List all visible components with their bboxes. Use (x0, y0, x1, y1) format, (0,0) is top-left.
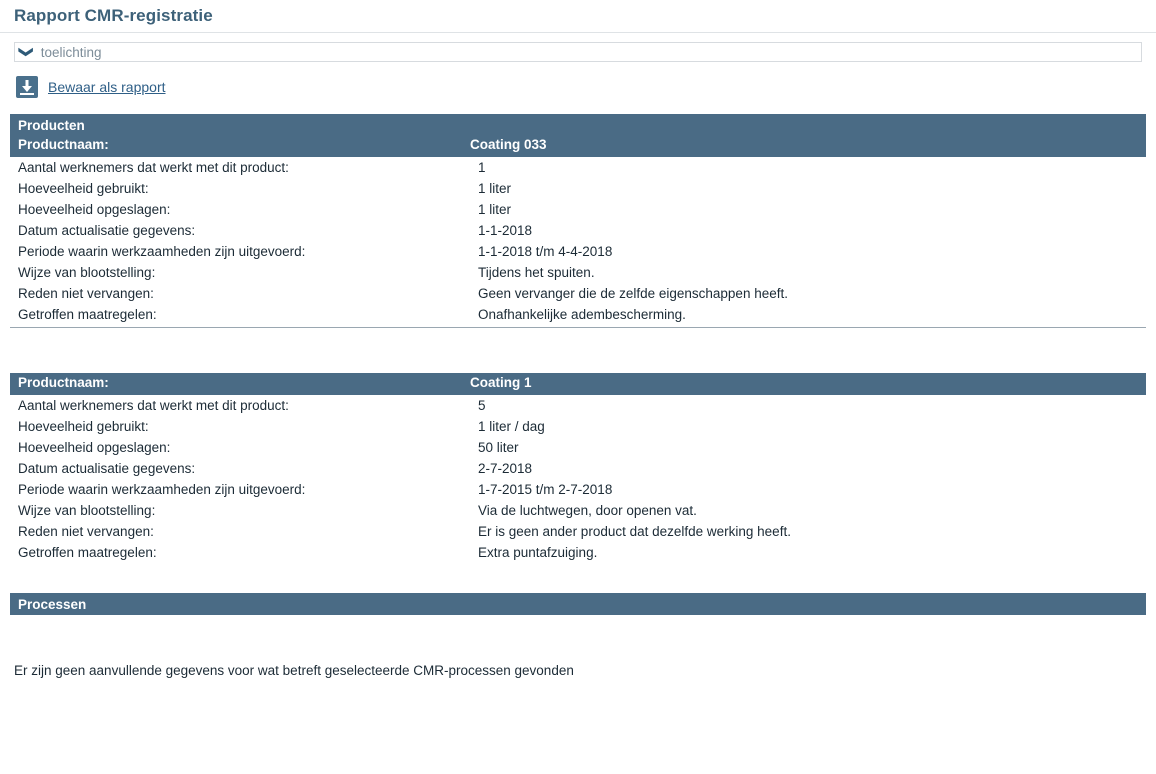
productnaam-label-2: Productnaam: (18, 375, 109, 390)
table-row (10, 262, 1146, 283)
row-value: 1 liter / dag (478, 419, 545, 434)
row-label: Getroffen maatregelen: (18, 545, 157, 560)
table-row (10, 479, 1146, 500)
row-label: Hoeveelheid gebruikt: (18, 419, 149, 434)
row-value: Extra puntafzuiging. (478, 545, 598, 560)
processen-empty-message: Er zijn geen aanvullende gegevens voor wat betreft geselecteerde CMR-processen gevonden (14, 663, 574, 678)
table-row (10, 395, 1146, 416)
download-icon[interactable] (16, 76, 38, 98)
row-label: Getroffen maatregelen: (18, 307, 157, 322)
row-label: Aantal werknemers dat werkt met dit product: (18, 398, 289, 413)
chevron-down-icon[interactable]: ❯ (18, 46, 35, 58)
table-row (10, 241, 1146, 262)
row-value: Er is geen ander product dat dezelfde werking heeft. (478, 524, 791, 539)
row-label: Hoeveelheid opgeslagen: (18, 440, 171, 455)
row-label: Aantal werknemers dat werkt met dit product: (18, 160, 289, 175)
table-row (10, 437, 1146, 458)
product-header-row-2 (10, 373, 1146, 395)
save-report-row[interactable] (16, 76, 1156, 98)
row-value: 1-7-2015 t/m 2-7-2018 (478, 482, 613, 497)
row-label: Wijze van blootstelling: (18, 503, 156, 518)
row-value: Geen vervanger die de zelfde eigenschappen heeft. (478, 286, 788, 301)
title-divider (0, 32, 1156, 33)
row-value: 1-1-2018 (478, 223, 533, 238)
table-row (10, 220, 1146, 241)
row-value: 1 liter (478, 181, 512, 196)
row-label: Periode waarin werkzaamheden zijn uitgevoerd: (18, 244, 306, 259)
product-header-row-1 (10, 135, 1146, 157)
table-row (10, 304, 1146, 325)
table-row (10, 458, 1146, 479)
page-title: Rapport CMR-registratie (14, 6, 213, 25)
row-value: Onafhankelijke adembescherming. (478, 307, 686, 322)
section-spacer (10, 563, 1146, 593)
table-row (10, 542, 1146, 563)
row-value: 50 liter (478, 440, 519, 455)
product-spacer (10, 328, 1146, 373)
row-label: Reden niet vervangen: (18, 286, 154, 301)
product-details-table-2 (10, 395, 1146, 563)
productnaam-label-1: Productnaam: (18, 137, 109, 152)
product-name-1: Coating 033 (470, 137, 547, 152)
row-label: Reden niet vervangen: (18, 524, 154, 539)
toelichting-accordion[interactable] (14, 42, 1142, 62)
row-value: 2-7-2018 (478, 461, 533, 476)
table-row (10, 283, 1146, 304)
row-label: Periode waarin werkzaamheden zijn uitgevoerd: (18, 482, 306, 497)
row-value: 1 (478, 160, 486, 175)
processen-band-label: Processen (10, 593, 1146, 615)
producten-section (10, 114, 1146, 615)
row-value: Tijdens het spuiten. (478, 265, 595, 280)
row-label: Hoeveelheid gebruikt: (18, 181, 149, 196)
toelichting-label: toelichting (40, 44, 102, 60)
row-value: 1-1-2018 t/m 4-4-2018 (478, 244, 613, 259)
row-label: Datum actualisatie gegevens: (18, 223, 196, 238)
row-value: 5 (478, 398, 486, 413)
row-label: Wijze van blootstelling: (18, 265, 156, 280)
row-value: 1 liter (478, 202, 512, 217)
table-row (10, 199, 1146, 220)
table-row (10, 521, 1146, 542)
processen-spacer (0, 615, 1156, 663)
product-name-2: Coating 1 (470, 375, 532, 390)
producten-band-label: Producten (10, 114, 1146, 135)
table-row (10, 157, 1146, 178)
product-details-table-1 (10, 157, 1146, 325)
save-as-report-link[interactable]: Bewaar als rapport (48, 79, 166, 95)
table-row (10, 416, 1146, 437)
row-label: Datum actualisatie gegevens: (18, 461, 196, 476)
row-value: Via de luchtwegen, door openen vat. (478, 503, 697, 518)
row-label: Hoeveelheid opgeslagen: (18, 202, 171, 217)
table-row (10, 500, 1146, 521)
table-row (10, 178, 1146, 199)
